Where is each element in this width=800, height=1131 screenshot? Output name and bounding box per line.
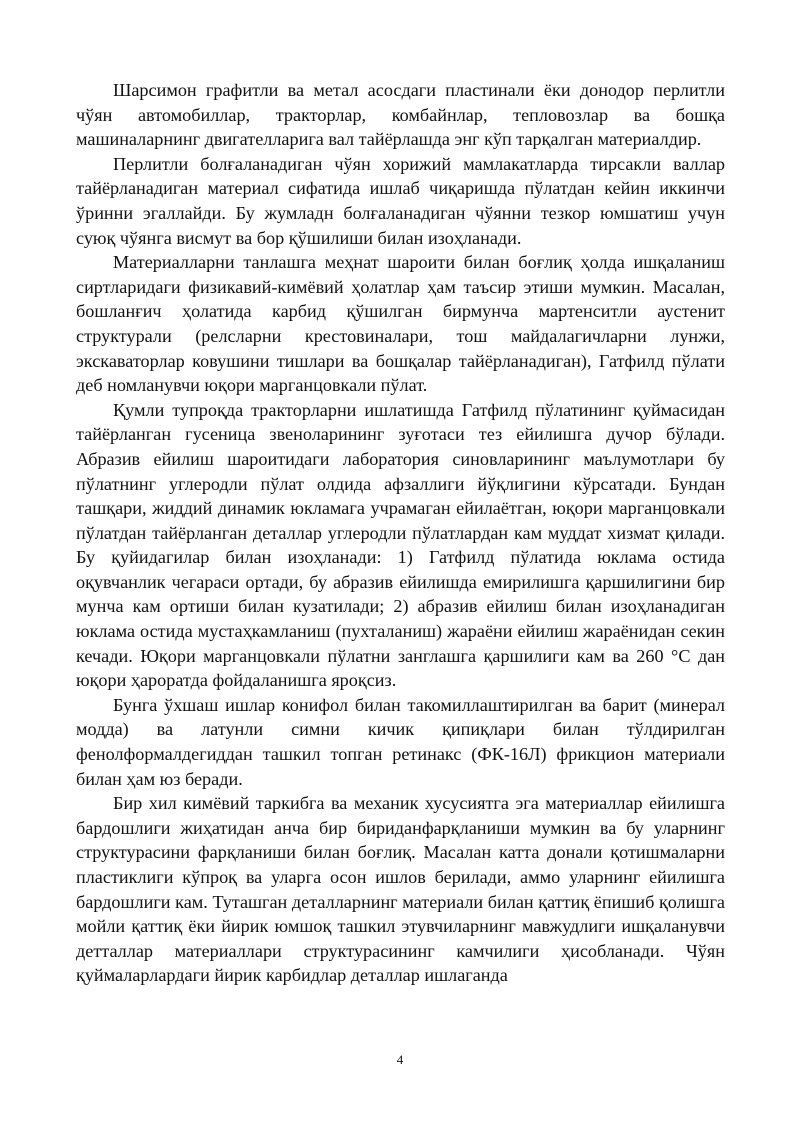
paragraph-3: Материалларни танлашга меҳнат шароити билан боғлиқ ҳолда ишқаланиш сиртларидаги физикавий-кимёвий ҳолатлар ҳам таъсир этиши мумкин. Масалан, бошланғич ҳолатида карбид қўшилган бирмунча мартенситли аустенит структурали (релсларни крестовиналари, тош майдалагичларни лунжи, экскаваторлар ковушини тишлари ва бошқалар тайёрланадиган), Гатфилд пўлати деб номланувчи юқори марганцовкали пўлат.: [76, 252, 725, 396]
paragraph-6: Бир хил кимёвий таркибга ва механик хусусиятга эга материаллар ейилишга бардошлиги жиҳатидан анча бир бириданфарқланиши мумкин ва бу уларнинг структурасини фарқланиши билан боғлиқ. Масалан катта донали қотишмаларни пластиклиги кўпроқ ва уларга осон ишлов берилади, аммо уларнинг ейилишга бардошлиги кам. Туташган деталларнинг материали билан қаттиқ ёпишиб қолишга мойли қаттиқ ёки йирик юмшоқ ташкил этувчиларнинг мавжудлиги ишқаланувчи детталлар материаллари структурасининг камчилиги ҳисобланади. Чўян қуймаларлардаги йирик карбидлар деталлар ишлаганда: [76, 793, 725, 986]
paragraph-5: Бунга ўхшаш ишлар конифол билан такомиллаштирилган ва барит (минерал модда) ва латунли симни кичик қипиқлари билан тўлдирилган фенолформалдегиддан ташкил топган ретинакс (ФК-16Л) фрикцион материали билан ҳам юз беради.: [76, 694, 725, 789]
paragraph-2: Перлитли болғаланадиган чўян хорижий мамлакатларда тирсакли валлар тайёрланадиган материал сифатида ишлаб чиқаришда пўлатдан кейин иккинчи ўринни эгаллайди. Бу жумладн болғаланадиган чўянни тезкор юмшатиш учун суюқ чўянга висмут ва бор қўшилиши билан изоҳланади.: [76, 153, 725, 248]
page-number: 4: [396, 1052, 404, 1067]
paragraph-4: Қумли тупроқда тракторларни ишлатишда Гатфилд пўлатининг қуймасидан тайёрланган гусеница звеноларининг зуғотаси тез ейилишга дучор бўлади. Абразив ейилиш шароитидаги лаборатория синовларининг маълумотлари бу пўлатнинг углеродли пўлат олдида афзаллиги йўқлигини кўрсатади. Бундан ташқари, жиддий динамик юкламага учрамаган ейилаётган, юқори марганцовкали пўлатдан тайёрланган деталлар углеродли пўлатлардан кам муддат хизмат қилади. Бу қуйидагилар билан изоҳланади: 1) Гатфилд пўлатида юклама остида оқувчанлик чегараси ортади, бу абразив ейилишда емирилишга қаршилигини бир мунча кам ортиши билан кузатилади; 2) абразив ейилиш билан изоҳланадиган юклама остида мустаҳкамланиш (пухталаниш) жараёни ейилиш жараёнидан секин кечади. Юқори марганцовкали пўлатни занглашга қаршилиги кам ва 260 °С дан юқори ҳароратда фойдаланишга яроқсиз.: [76, 399, 725, 691]
paragraph-1: Шарсимон графитли ва метал асосдаги пластинали ёки донодор перлитли чўян автомобиллар, тракторлар, комбайнлар, тепловозлар ва бошқа машиналарнинг двигателларига вал тайёрлашда энг кўп тарқалган материалдир.: [76, 80, 725, 150]
body-text: [76, 78, 725, 988]
